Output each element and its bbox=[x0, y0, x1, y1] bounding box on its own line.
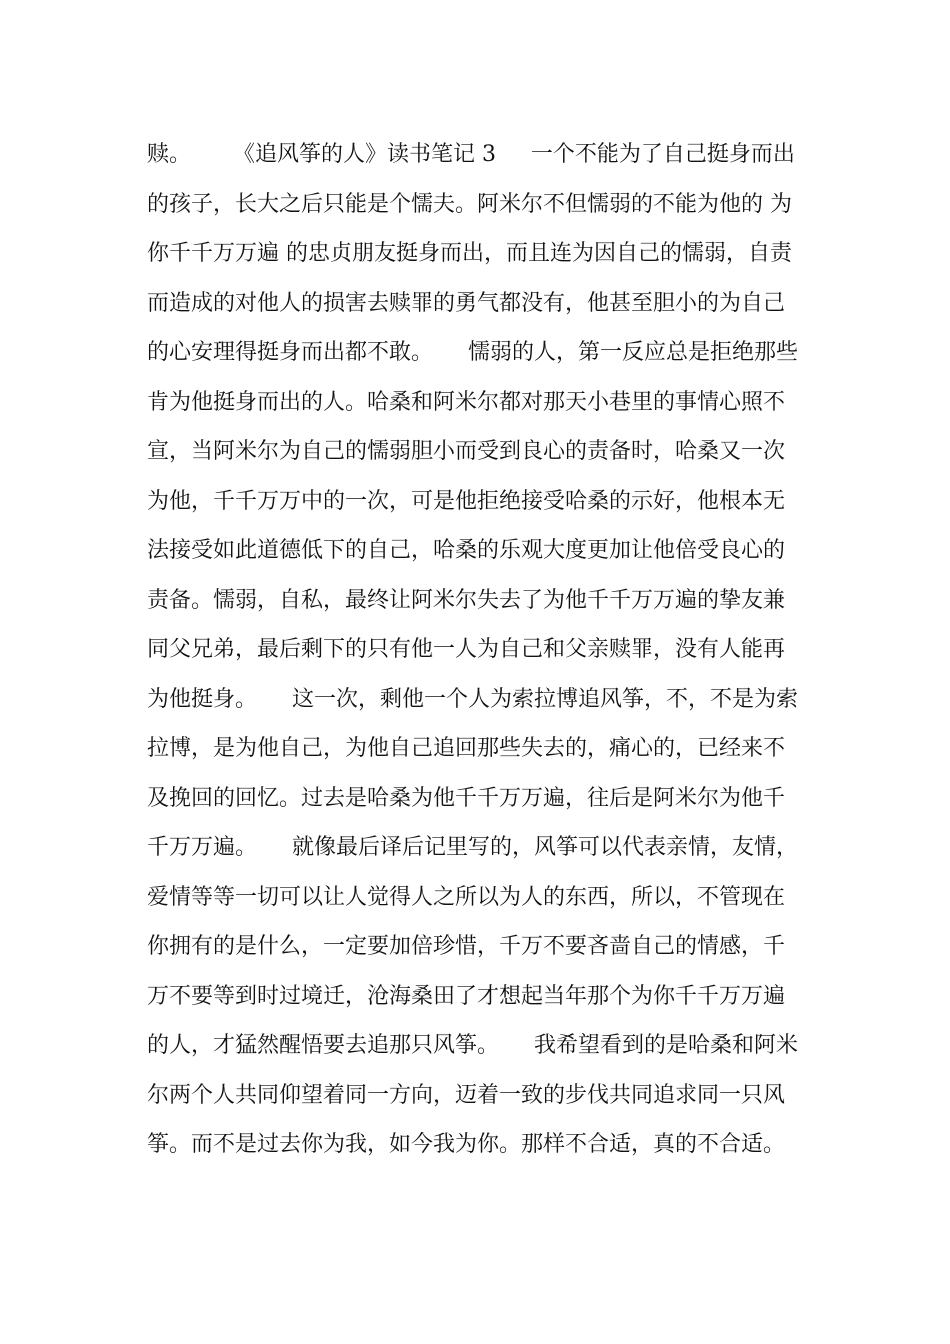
text-line: 同父兄弟，最后剩下的只有他一人为自己和父亲赎罪，没有人能再 bbox=[147, 637, 786, 662]
text-line: 千万万遍。 就像最后译后记里写的，风筝可以代表亲情，友情， bbox=[147, 835, 798, 860]
text-line: 责备。懦弱，自私，最终让阿米尔失去了为他千千万万遍的挚友兼 bbox=[147, 587, 786, 613]
text-line: 宣，当阿米尔为自己的懦弱胆小而受到良心的责备时，哈桑又一次 bbox=[147, 439, 786, 464]
text-line: 而造成的对他人的损害去赎罪的勇气都没有，他甚至胆小的为自己 bbox=[147, 290, 786, 316]
text-line: 为他，千千万万中的一次，可是他拒绝接受哈桑的示好，他根本无 bbox=[147, 488, 786, 514]
text-line: 你千千万万遍 的忠贞朋友挺身而出，而且连为因自己的懦弱，自责 bbox=[147, 241, 792, 266]
body-text bbox=[147, 130, 817, 1170]
text-line: 法接受如此道德低下的自己，哈桑的乐观大度更加让他倍受良心的 bbox=[147, 538, 786, 563]
text-line: 肯为他挺身而出的人。哈桑和阿米尔都对那天小巷里的事情心照不 bbox=[147, 389, 786, 415]
text-line: 及挽回的回忆。过去是哈桑为他千千万万遍，往后是阿米尔为他千 bbox=[147, 785, 786, 811]
text-line: 的人，才猛然醒悟要去追那只风筝。 我希望看到的是哈桑和阿米 bbox=[147, 1033, 798, 1058]
text-line: 筝。而不是过去你为我，如今我为你。那样不合适，真的不合适。 bbox=[147, 1132, 786, 1157]
text-line: 为他挺身。 这一次，剩他一个人为索拉博追风筝，不，不是为索 bbox=[147, 686, 798, 712]
text-line: 尔两个人共同仰望着同一方向，迈着一致的步伐共同追求同一只风 bbox=[147, 1082, 786, 1108]
text-line: 的心安理得挺身而出都不敢。 懦弱的人，第一反应总是拒绝那些 bbox=[147, 340, 798, 365]
text-line: 赎。 《追风筝的人》读书笔记 3 一个不能为了自己挺身而出 bbox=[147, 142, 795, 167]
text-line: 拉博，是为他自己，为他自己追回那些失去的，痛心的，已经来不 bbox=[147, 736, 786, 761]
text-line: 你拥有的是什么，一定要加倍珍惜，千万不要吝啬自己的情感，千 bbox=[147, 934, 786, 959]
text-line: 爱情等等一切可以让人觉得人之所以为人的东西，所以，不管现在 bbox=[147, 884, 786, 910]
text-line: 的孩子，长大之后只能是个懦夫。阿米尔不但懦弱的不能为他的 为 bbox=[147, 191, 792, 217]
text-line: 万不要等到时过境迁，沧海桑田了才想起当年那个为你千千万万遍 bbox=[147, 983, 786, 1009]
